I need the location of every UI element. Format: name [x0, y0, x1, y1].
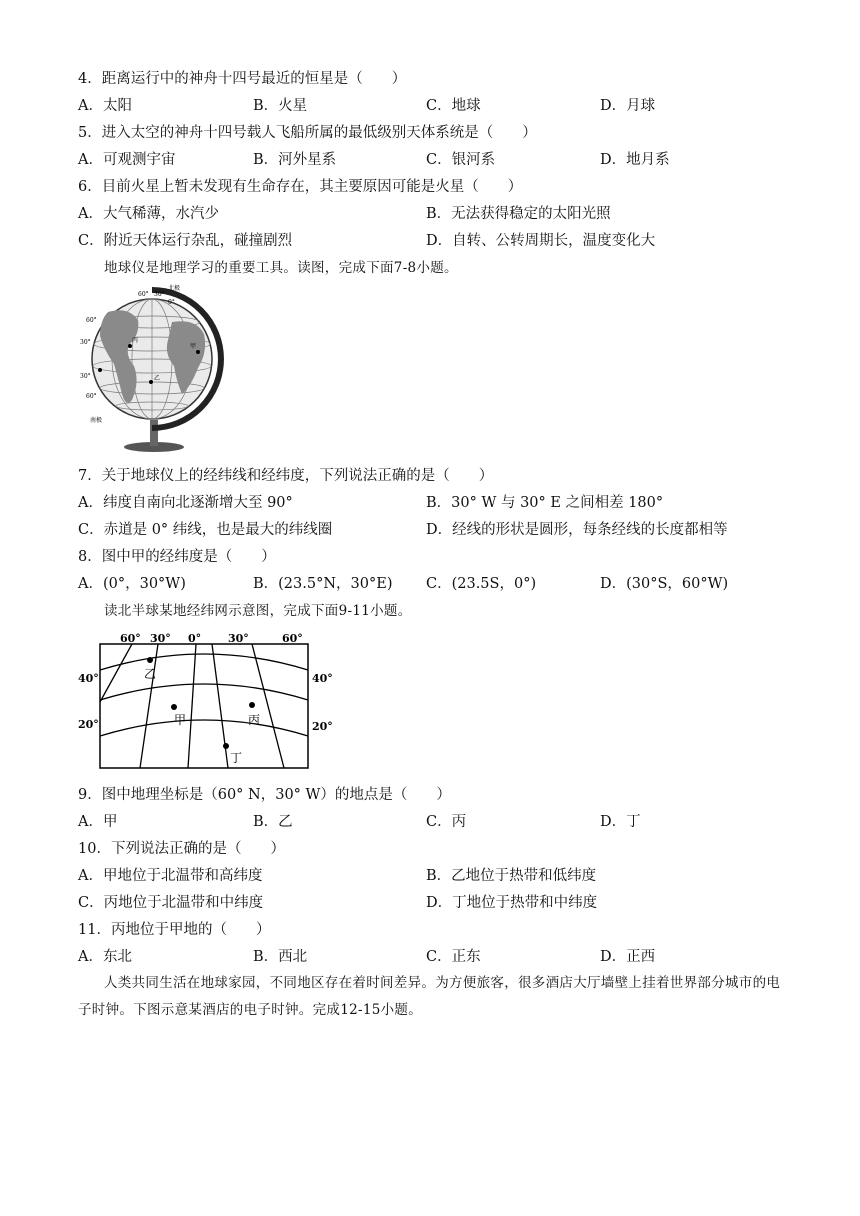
globe-lat-label: 60° — [86, 317, 97, 324]
grid-point-ding — [223, 743, 229, 749]
q4-option-c: C．地球 — [426, 98, 481, 114]
grid-place-yi: 乙 — [144, 667, 157, 681]
grid-meridian-0b — [212, 644, 228, 768]
q5-option-b: B．河外星系 — [253, 152, 337, 168]
grid-place-bing: 丙 — [248, 713, 261, 727]
grid-left-label: 20° — [78, 718, 99, 731]
q4-stem: 4．距离运行中的神舟十四号最近的恒星是（ ） — [78, 71, 407, 87]
q4-option-b: B．火星 — [253, 98, 308, 114]
grid-top-label: 30° — [150, 632, 171, 645]
q9-stem: 9．图中地理坐标是（60° N，30° W）的地点是（ ） — [78, 787, 451, 803]
grid-parallel-upper — [100, 684, 308, 700]
q7-option-b: B．30° W 与 30° E 之间相差 180° — [426, 495, 664, 511]
q7-stem: 7．关于地球仪上的经纬线和经纬度，下列说法正确的是（ ） — [78, 468, 494, 484]
globe-place-yi: 乙 — [154, 375, 161, 382]
q5-option-d: D．地月系 — [600, 152, 670, 168]
q9-option-c: C．丙 — [426, 814, 467, 830]
q8-option-c: C．(23.5S，0°) — [426, 576, 537, 592]
grid-right-label: 40° — [312, 672, 333, 685]
q7-option-a: A．纬度自南向北逐渐增大至 90° — [78, 495, 293, 511]
q10-stem: 10．下列说法正确的是（ ） — [78, 841, 285, 857]
intro-globe: 地球仪是地理学习的重要工具。读图，完成下面7-8小题。 — [104, 260, 458, 276]
grid-meridian-0a — [188, 644, 196, 768]
q6-option-c: C．附近天体运行杂乱，碰撞剧烈 — [78, 233, 293, 249]
grid-frame — [100, 644, 308, 768]
q11-option-d: D．正西 — [600, 949, 656, 965]
q7-option-d: D．经线的形状是圆形，每条经线的长度都相等 — [426, 522, 728, 538]
q8-stem: 8．图中甲的经纬度是（ ） — [78, 549, 276, 565]
q6-option-d: D．自转、公转周期长，温度变化大 — [426, 233, 656, 249]
q11-option-b: B．西北 — [253, 949, 308, 965]
globe-point-jia — [196, 350, 200, 354]
grid-point-jia — [171, 704, 177, 710]
globe-point-left — [98, 368, 102, 372]
grid-top-label: 60° — [120, 632, 141, 645]
globe-post — [150, 420, 158, 446]
q9-option-d: D．丁 — [600, 814, 641, 830]
globe-lon-label: 60° — [138, 291, 149, 298]
intro-clock-text: 人类共同生活在地球家园，不同地区存在着时间差异。为方便旅客，很多酒店大厅墙壁上挂着世界部分城市的电子时钟。下图示意某酒店的电子时钟。完成12-15小题。 — [78, 975, 781, 1018]
grid-point-bing — [249, 702, 255, 708]
q11-option-c: C．正东 — [426, 949, 481, 965]
globe-lat-label: 60° — [86, 393, 97, 400]
q4-option-a: A．太阳 — [78, 98, 132, 114]
q10-option-c: C．丙地位于北温带和中纬度 — [78, 895, 264, 911]
q11-stem: 11．丙地位于甲地的（ ） — [78, 922, 271, 938]
q5-stem: 5．进入太空的神舟十四号载人飞船所属的最低级别天体系统是（ ） — [78, 125, 537, 141]
grid-top-label: 30° — [228, 632, 249, 645]
globe-figure — [78, 282, 226, 454]
globe-lon-label: 0° — [168, 299, 175, 306]
q9-option-b: B．乙 — [253, 814, 293, 830]
q7-option-c: C．赤道是 0° 纬线，也是最大的纬线圈 — [78, 522, 333, 538]
grid-place-ding: 丁 — [230, 751, 243, 765]
globe-lat-label: 30° — [80, 339, 91, 346]
q5-option-a: A．可观测宇宙 — [78, 152, 176, 168]
q4-option-d: D．月球 — [600, 98, 656, 114]
q8-option-b: B．(23.5°N，30°E) — [253, 576, 393, 592]
q6-stem: 6．目前火星上暂未发现有生命存在，其主要原因可能是火星（ ） — [78, 179, 523, 195]
globe-south-label: 南极 — [90, 417, 103, 424]
intro-clock — [78, 970, 788, 1024]
globe-place-jia: 甲 — [190, 343, 197, 350]
q10-option-d: D．丁地位于热带和中纬度 — [426, 895, 598, 911]
q5-option-c: C．银河系 — [426, 152, 496, 168]
grid-parallel-40 — [100, 654, 308, 670]
q11-option-a: A．东北 — [78, 949, 132, 965]
grid-parallel-20 — [100, 720, 308, 736]
grid-left-label: 40° — [78, 672, 99, 685]
globe-place-bing: 丙 — [132, 337, 139, 344]
q10-option-a: A．甲地位于北温带和高纬度 — [78, 868, 263, 884]
q8-option-a: A．(0°，30°W) — [78, 576, 186, 592]
grid-top-label: 0° — [188, 632, 202, 645]
globe-point-yi — [149, 380, 153, 384]
globe-point-bing — [128, 344, 132, 348]
q6-option-a: A．大气稀薄，水汽少 — [78, 206, 219, 222]
globe-lon-label: 30° — [154, 291, 165, 298]
globe-lat-label: 30° — [80, 373, 91, 380]
intro-grid: 读北半球某地经纬网示意图，完成下面9-11小题。 — [104, 603, 412, 619]
q10-option-b: B．乙地位于热带和低纬度 — [426, 868, 597, 884]
q9-option-a: A．甲 — [78, 814, 118, 830]
q6-option-b: B．无法获得稳定的太阳光照 — [426, 206, 611, 222]
grid-point-yi — [147, 657, 153, 663]
grid-right-label: 20° — [312, 720, 333, 733]
q8-option-d: D．(30°S，60°W) — [600, 576, 729, 592]
latlon-grid-figure — [78, 630, 338, 772]
grid-top-label: 60° — [282, 632, 303, 645]
grid-place-jia: 甲 — [174, 713, 187, 727]
globe-north-label: 北极 — [168, 285, 181, 292]
